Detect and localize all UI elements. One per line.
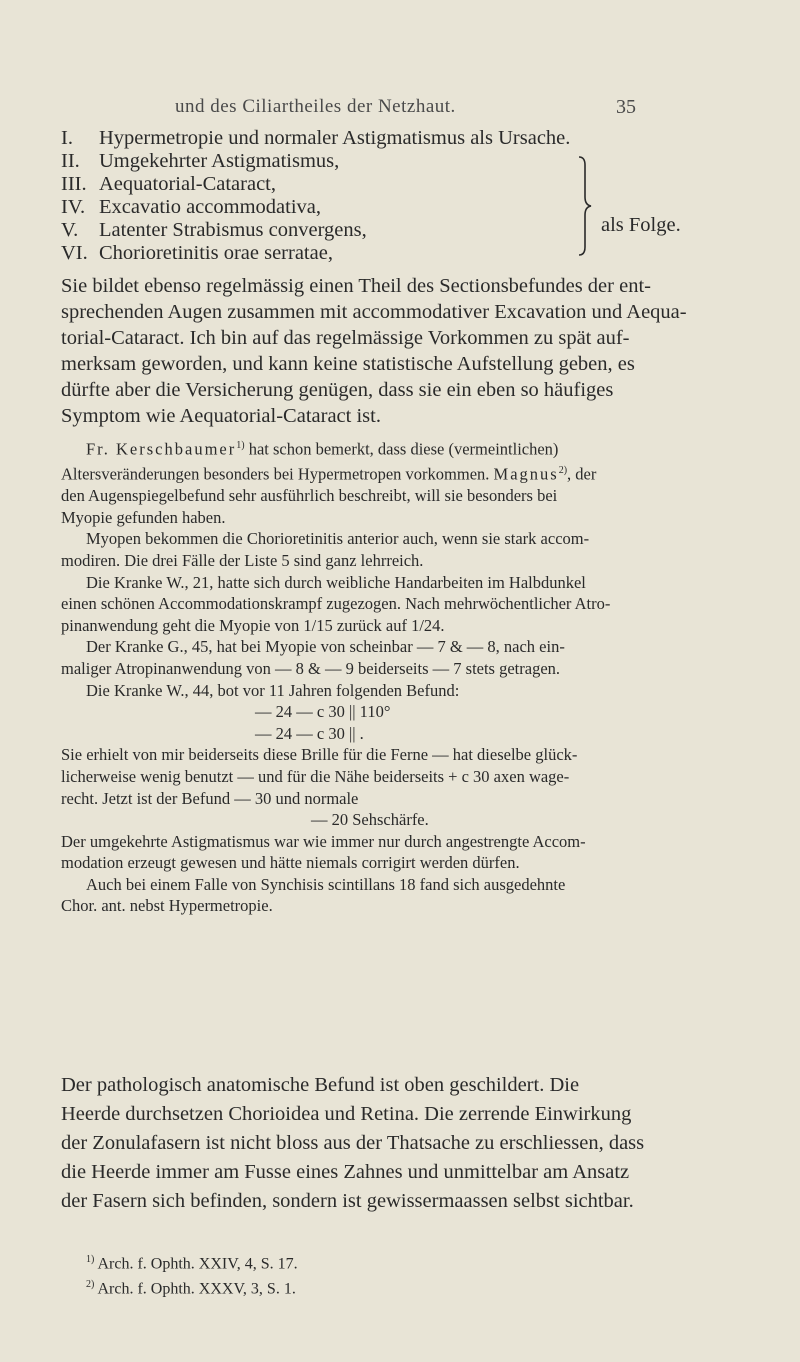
text-line: Die Kranke W., 44, bot vor 11 Jahren folgenden Befund:: [86, 680, 460, 700]
text-line: merksam geworden, und kann keine statistische Aufstellung geben, es: [61, 353, 635, 375]
list-numeral: VI.: [61, 242, 88, 264]
page-number: 35: [616, 96, 636, 118]
text-span: hat schon bemerkt, dass diese (vermeintlichen): [244, 439, 559, 459]
list-item: [61, 242, 761, 265]
footnote-mark: 2): [86, 1279, 95, 1291]
list-item: [61, 173, 761, 196]
text-line: Symptom wie Aequatorial-Cataract ist.: [61, 405, 381, 427]
text-line: [61, 460, 766, 485]
text-line: Myopie gefunden haben.: [61, 507, 226, 527]
paragraph-pathologisch: [61, 1071, 766, 1216]
text-line: die Heerde immer am Fusse eines Zahnes und unmittelbar am Ansatz: [61, 1161, 630, 1183]
text-line: Sie erhielt von mir beiderseits diese Brille für die Ferne — hat dieselbe glück-: [61, 745, 578, 765]
footnote-mark: 1): [236, 440, 245, 451]
author-name: Magnus: [493, 464, 559, 484]
page-header: [0, 96, 800, 122]
list-text: Excavatio accommodativa,: [99, 196, 321, 218]
text-line: maliger Atropinanwendung von — 8 & — 9 beiderseits — 7 stets getragen.: [61, 658, 561, 678]
brace-label: als Folge.: [601, 214, 681, 236]
cause-list: [61, 127, 761, 265]
right-brace-icon: [577, 155, 597, 257]
text-line: pinanwendung geht die Myopie von 1/15 zurück auf 1/24.: [61, 615, 445, 635]
paragraph-sectionsbefund: [61, 273, 766, 429]
list-text: Chorioretinitis orae serratae,: [99, 242, 333, 264]
list-numeral: I.: [61, 127, 73, 149]
text-line: sprechenden Augen zusammen mit accommodativer Excavation und Aequa-: [61, 301, 687, 323]
footnote-mark: 2): [558, 465, 568, 477]
list-numeral: IV.: [61, 196, 86, 218]
footnote-text: Arch. f. Ophth. XXXV, 3, S. 1.: [94, 1280, 296, 1298]
text-line: modation erzeugt gewesen und hätte niemals corrigirt werden dürfen.: [61, 853, 520, 873]
footnote: [86, 1274, 298, 1299]
list-numeral: V.: [61, 219, 79, 241]
formula-line: — 24 — c 30 || .: [255, 723, 364, 743]
text-line: Sie bildet ebenso regelmässig einen Theil des Sectionsbefundes der ent-: [61, 275, 651, 297]
consequence-group: [61, 150, 761, 265]
text-line: modiren. Die drei Fälle der Liste 5 sind ganz lehrreich.: [61, 550, 424, 570]
list-text: Umgekehrter Astigmatismus,: [99, 150, 340, 172]
text-line: [61, 435, 766, 460]
text-line: Chor. ant. nebst Hypermetropie.: [61, 896, 273, 916]
text-span: , der: [567, 464, 597, 484]
footnotes: [86, 1249, 298, 1300]
text-line: Der umgekehrte Astigmatismus war wie immer nur durch angestrengte Accom-: [61, 831, 586, 851]
list-text: Latenter Strabismus convergens,: [99, 219, 367, 241]
text-line: den Augenspiegelbefund sehr ausführlich beschreibt, will sie besonders bei: [61, 486, 558, 506]
text-line: Der Kranke G., 45, hat bei Myopie von scheinbar — 7 & — 8, nach ein-: [86, 637, 565, 657]
text-line: — 20 Sehschärfe.: [311, 810, 429, 830]
text-line: der Zonulafasern ist nicht bloss aus der Thatsache zu erschliessen, dass: [61, 1132, 645, 1154]
text-line: einen schönen Accommodationskrampf zugezogen. Nach mehrwöchentlicher Atro-: [61, 594, 611, 614]
text-span: Altersveränderungen besonders bei Hypermetropen vorkommen.: [61, 464, 494, 484]
text-line: Die Kranke W., 21, hatte sich durch weibliche Handarbeiten im Halbdunkel: [86, 572, 586, 592]
formula-line: — 24 — c 30 || 110°: [255, 702, 391, 722]
text-line: licherweise wenig benutzt — und für die Nähe beiderseits + c 30 axen wage-: [61, 766, 570, 786]
text-line: Heerde durchsetzen Chorioidea und Retina. Die zerrende Einwirkung: [61, 1103, 632, 1125]
running-title: und des Ciliartheiles der Netzhaut.: [175, 96, 456, 117]
text-line: der Fasern sich befinden, sondern ist gewissermaassen selbst sichtbar.: [61, 1190, 634, 1212]
footnote-mark: 1): [86, 1254, 95, 1265]
list-item: [61, 150, 761, 173]
list-text: Hypermetropie und normaler Astigmatismus als Ursache.: [99, 127, 571, 149]
small-print-section: [61, 435, 766, 917]
list-numeral: III.: [61, 173, 87, 195]
text-line: Der pathologisch anatomische Befund ist oben geschildert. Die: [61, 1074, 580, 1096]
text-line: recht. Jetzt ist der Befund — 30 und normale: [61, 788, 359, 808]
list-text: Aequatorial-Cataract,: [99, 173, 277, 195]
text-line: Myopen bekommen die Chorioretinitis anterior auch, wenn sie stark accom-: [86, 529, 590, 549]
list-numeral: II.: [61, 150, 80, 172]
author-name: Fr. Kerschbaumer: [86, 439, 237, 459]
text-line: torial-Cataract. Ich bin auf das regelmässige Vorkommen zu spät auf-: [61, 327, 630, 349]
list-item: [61, 127, 761, 150]
footnote: [86, 1249, 298, 1274]
text-line: dürfte aber die Versicherung genügen, dass sie ein eben so häufiges: [61, 379, 614, 401]
footnote-text: Arch. f. Ophth. XXIV, 4, S. 17.: [94, 1255, 298, 1273]
text-line: Auch bei einem Falle von Synchisis scintillans 18 fand sich ausgedehnte: [86, 874, 566, 894]
